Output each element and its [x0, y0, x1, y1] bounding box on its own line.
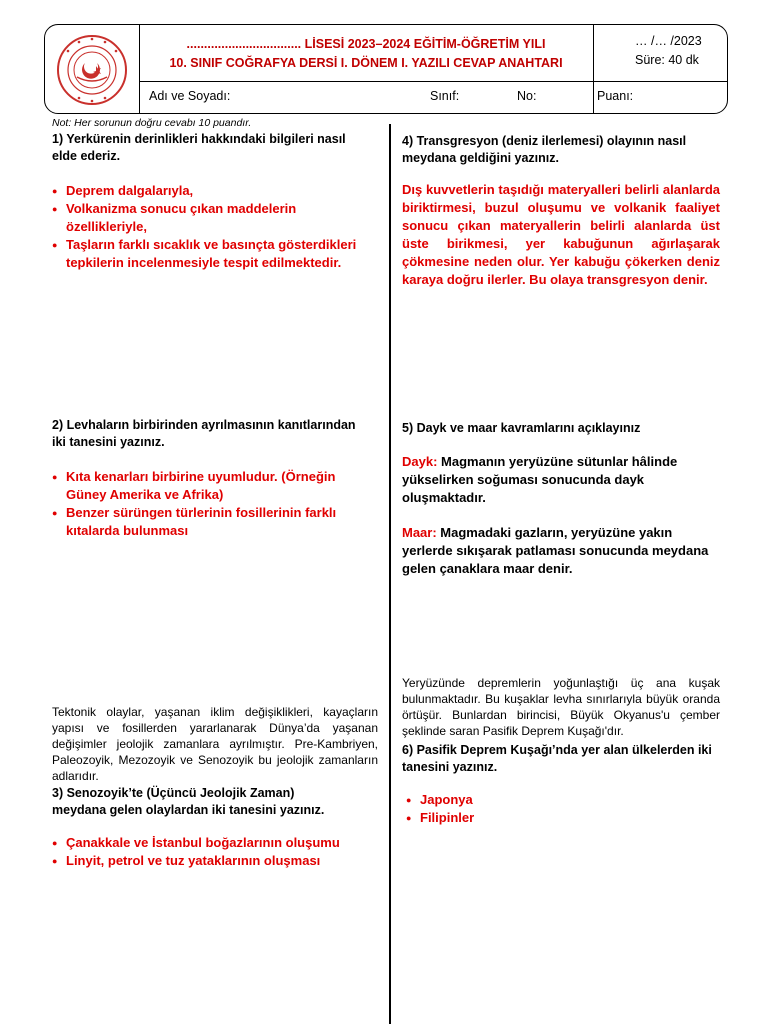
question-6-intro: Yeryüzünde depremlerin yoğunlaştığı üç ana kuşak bulunmaktadır. Bu kuşaklar levha sınırlarıyla büyük oranda örtüşür. Bunlardan birincisi, Büyük Okyanus'u çember şeklinde saran Pasifik Deprem Kuşağı'dır.: [402, 676, 720, 738]
question-2: 2) Levhaların birbirinden ayrılmasının kanıtlarından iki tanesini yazınız.: [52, 418, 356, 449]
answer-1-item: ● Taşların farklı sıcaklık ve basınçta gösterdikleri tepkilerin incelenmesiyle tespit edilmektedir.: [52, 236, 374, 272]
exam-header: [44, 24, 728, 114]
answer-1: [52, 182, 374, 272]
question-4: 4) Transgresyon (deniz ilerlemesi) olayının nasıl meydana geldiğini yazınız.: [402, 134, 687, 165]
answer-1-item: ● Deprem dalgalarıyla,: [52, 182, 374, 200]
exam-date: … /… /2023: [635, 34, 702, 48]
meb-logo-icon: [55, 33, 129, 107]
class-label: Sınıf:: [430, 89, 460, 103]
scoring-note: Not: Her sorunun doğru cevabı 10 puandır.: [52, 117, 252, 129]
answer-6: [406, 791, 606, 827]
answer-6-item: ● Filipinler: [406, 809, 606, 827]
answer-2-item: ● Benzer sürüngen türlerinin fosillerinin farklı kıtalarda bulunması: [52, 504, 362, 540]
answer-3-item: ● Linyit, petrol ve tuz yataklarının oluşması: [52, 852, 382, 870]
exam-duration: Süre: 40 dk: [635, 53, 699, 67]
question-3: 3) Senozoyik’te (Üçüncü Jeolojik Zaman) meydana gelen olaylardan iki tanesini yazınız.: [52, 786, 325, 817]
score-label: Puanı:: [597, 89, 634, 103]
question-1: 1) Yerkürenin derinlikleri hakkındaki bilgileri nasıl elde ederiz.: [52, 132, 346, 163]
exam-title-line2: 10. SINIF COĞRAFYA DERSİ I. DÖNEM I. YAZILI CEVAP ANAHTARI: [169, 56, 563, 70]
exam-title-line1: ................................. LİSESİ 2023–2024 EĞİTİM-ÖĞRETİM YILI: [186, 37, 546, 51]
answer-3: [52, 834, 382, 870]
question-3-intro: Tektonik olaylar, yaşanan iklim değişiklikleri, kayaçların yapısı ve fosillerden yararlanarak Dünya’da yaşanan değişimler jeolojik zamanlara ayrılmıştır. Pre-Kambriyen, Paleozoyik, Mezozoyik ve Senozoyik bu jeolojik zamanların adlarıdır.: [52, 705, 378, 783]
dayk-definition: Magmanın yeryüzüne sütunlar hâlinde yükselirken soğuması sonucunda dayk oluşmaktadır.: [402, 454, 678, 505]
question-5: 5) Dayk ve maar kavramlarını açıklayınız: [402, 421, 641, 435]
dayk-term: Dayk:: [402, 454, 438, 469]
answer-5-maar: [402, 524, 720, 578]
name-label: Adı ve Soyadı:: [149, 89, 231, 103]
column-divider: [389, 124, 391, 1024]
answer-3-item: ● Çanakkale ve İstanbul boğazlarının oluşumu: [52, 834, 382, 852]
maar-definition: Magmadaki gazların, yeryüzüne yakın yerlerde sıkışarak patlaması sonucunda meydana gelen çanaklara maar denir.: [402, 525, 709, 576]
answer-6-item: ● Japonya: [406, 791, 606, 809]
answer-4: Dış kuvvetlerin taşıdığı materyalleri belirli alanlarda biriktirmesi, buzul oluşumu ve volkanik faaliyet sonucu çıkan materyallerin belirli alanlarda üst üste birikmesi, yer kabuğunun ağırlaşarak çökmesine neden olur. Yer kabuğu çökerken deniz karaya doğru ilerler. Bu olaya transgresyon denir.: [402, 182, 720, 287]
answer-5-dayk: [402, 453, 720, 507]
number-label: No:: [517, 89, 537, 103]
answer-1-item: ● Volkanizma sonucu çıkan maddelerin özellikleriyle,: [52, 200, 374, 236]
answer-2: [52, 468, 362, 540]
answer-2-item: ● Kıta kenarları birbirine uyumludur. (Örneğin Güney Amerika ve Afrika): [52, 468, 362, 504]
question-6: 6) Pasifik Deprem Kuşağı’nda yer alan ülkelerden iki tanesini yazınız.: [402, 743, 712, 774]
maar-term: Maar:: [402, 525, 437, 540]
